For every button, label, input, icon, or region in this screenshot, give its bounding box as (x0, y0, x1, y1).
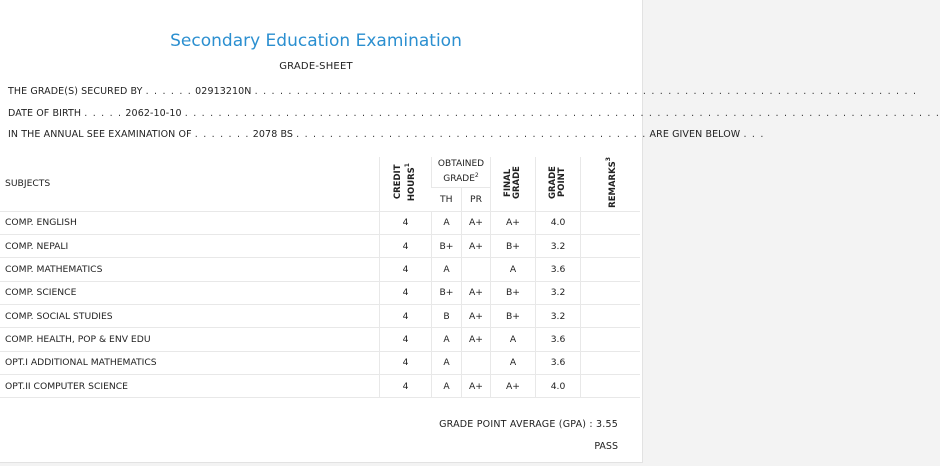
symbol-number: 02913210N (195, 86, 252, 97)
credit-hours-cell: 4 (380, 351, 432, 374)
given-below-label: ARE GIVEN BELOW (649, 129, 741, 140)
gpa-value: 3.55 (596, 419, 618, 430)
exam-label: IN THE ANNUAL SEE EXAMINATION OF (8, 129, 192, 140)
credit-hours-cell: 4 (380, 281, 432, 304)
table-row (0, 281, 640, 304)
subject-cell: COMP. SOCIAL STUDIES (0, 305, 380, 328)
practical-grade-cell: A+ (462, 281, 491, 304)
practical-grade-cell: A+ (462, 211, 491, 234)
remarks-cell (581, 328, 641, 351)
credit-hours-cell: 4 (380, 374, 432, 397)
final-grade-cell: A+ (491, 211, 536, 234)
grade-point-cell: 3.6 (536, 328, 581, 351)
table-row (0, 305, 640, 328)
exam-year: 2078 BS (252, 129, 294, 140)
final-grade-cell: A (491, 258, 536, 281)
table-row (0, 351, 640, 374)
dob-value: 2062-10-10 (125, 108, 182, 119)
grade-point-cell: 3.2 (536, 305, 581, 328)
final-grade-cell: A (491, 351, 536, 374)
leader-dots: . . . . . . (145, 86, 193, 97)
grade-secured-line (8, 86, 918, 97)
credit-hours-header: CREDIT HOURS$^1$ (380, 157, 432, 211)
remarks-cell (581, 374, 641, 397)
subjects-header: SUBJECTS (0, 157, 380, 211)
theory-grade-cell: A (432, 328, 462, 351)
grades-table (0, 157, 640, 398)
leader-dots: . . . (743, 129, 765, 140)
theory-grade-cell: A (432, 351, 462, 374)
grade-point-cell: 4.0 (536, 374, 581, 397)
table-row (0, 235, 640, 258)
leader-dots: . . . . . (84, 108, 123, 119)
subject-cell: COMP. HEALTH, POP & ENV EDU (0, 328, 380, 351)
practical-grade-cell: A+ (462, 235, 491, 258)
grades-table-body (0, 211, 640, 397)
remarks-cell (581, 281, 641, 304)
final-grade-cell: A (491, 328, 536, 351)
date-of-birth-line (8, 108, 940, 119)
result-status: PASS (594, 441, 618, 452)
credit-hours-cell: 4 (380, 328, 432, 351)
grade-sheet-heading: GRADE-SHEET (279, 61, 353, 72)
remarks-cell (581, 351, 641, 374)
remarks-cell (581, 211, 641, 234)
subject-cell: COMP. ENGLISH (0, 211, 380, 234)
leader-dots: . . . . . . . . . . . . . . . . . . . . . . . . . . . . . . . . . . . . . . . . . . . . . . . . . . . . . . . . . . . . . . . . . . . . . . . . . . . . . . . (254, 86, 918, 97)
table-row (0, 258, 640, 281)
grade-point-cell: 4.0 (536, 211, 581, 234)
theory-header: TH (432, 187, 462, 211)
final-grade-header: FINAL GRADE (491, 157, 536, 211)
theory-grade-cell: B+ (432, 281, 462, 304)
credit-hours-cell: 4 (380, 211, 432, 234)
grade-point-header: GRADE POINT (536, 157, 581, 211)
grade-point-cell: 3.2 (536, 235, 581, 258)
credit-hours-cell: 4 (380, 305, 432, 328)
practical-grade-cell: A+ (462, 374, 491, 397)
remarks-cell (581, 235, 641, 258)
table-row (0, 374, 640, 397)
subject-cell: OPT.I ADDITIONAL MATHEMATICS (0, 351, 380, 374)
remarks-header: REMARKS$^3$ (581, 157, 641, 211)
dob-label: DATE OF BIRTH (8, 108, 82, 119)
final-grade-cell: B+ (491, 235, 536, 258)
credit-hours-cell: 4 (380, 235, 432, 258)
remarks-cell (581, 258, 641, 281)
practical-grade-cell (462, 351, 491, 374)
leader-dots: . . . . . . . . . . . . . . . . . . . . . . . . . . . . . . . . . . . . . . . . . . (296, 129, 647, 140)
theory-grade-cell: B (432, 305, 462, 328)
obtained-grade-header: OBTAINED GRADE$^2$ (432, 157, 491, 187)
gpa-line (439, 419, 618, 430)
theory-grade-cell: A (432, 374, 462, 397)
grade-secured-label: THE GRADE(S) SECURED BY (8, 86, 143, 97)
theory-grade-cell: A (432, 211, 462, 234)
grade-point-cell: 3.2 (536, 281, 581, 304)
theory-grade-cell: B+ (432, 235, 462, 258)
page-title: Secondary Education Examination (170, 31, 462, 51)
subject-cell: COMP. MATHEMATICS (0, 258, 380, 281)
table-row (0, 211, 640, 234)
practical-grade-cell (462, 258, 491, 281)
credit-hours-cell: 4 (380, 258, 432, 281)
practical-header: PR (462, 187, 491, 211)
gpa-label: GRADE POINT AVERAGE (GPA) : (439, 419, 593, 430)
subject-cell: COMP. NEPALI (0, 235, 380, 258)
table-header-row (0, 157, 640, 187)
practical-grade-cell: A+ (462, 305, 491, 328)
final-grade-cell: A+ (491, 374, 536, 397)
grade-point-cell: 3.6 (536, 351, 581, 374)
final-grade-cell: B+ (491, 281, 536, 304)
leader-dots: . . . . . . . (194, 129, 250, 140)
theory-grade-cell: A (432, 258, 462, 281)
subject-cell: COMP. SCIENCE (0, 281, 380, 304)
remarks-cell (581, 305, 641, 328)
final-grade-cell: B+ (491, 305, 536, 328)
practical-grade-cell: A+ (462, 328, 491, 351)
table-row (0, 328, 640, 351)
subject-cell: OPT.II COMPUTER SCIENCE (0, 374, 380, 397)
grade-point-cell: 3.6 (536, 258, 581, 281)
exam-line (8, 129, 765, 140)
leader-dots: . . . . . . . . . . . . . . . . . . . . . . . . . . . . . . . . . . . . . . . . . . . . . . . . . . . . . . . . . . . . . . . . . . . . . . . . . . . . . . . . . . . . . . . . . . (184, 108, 940, 119)
